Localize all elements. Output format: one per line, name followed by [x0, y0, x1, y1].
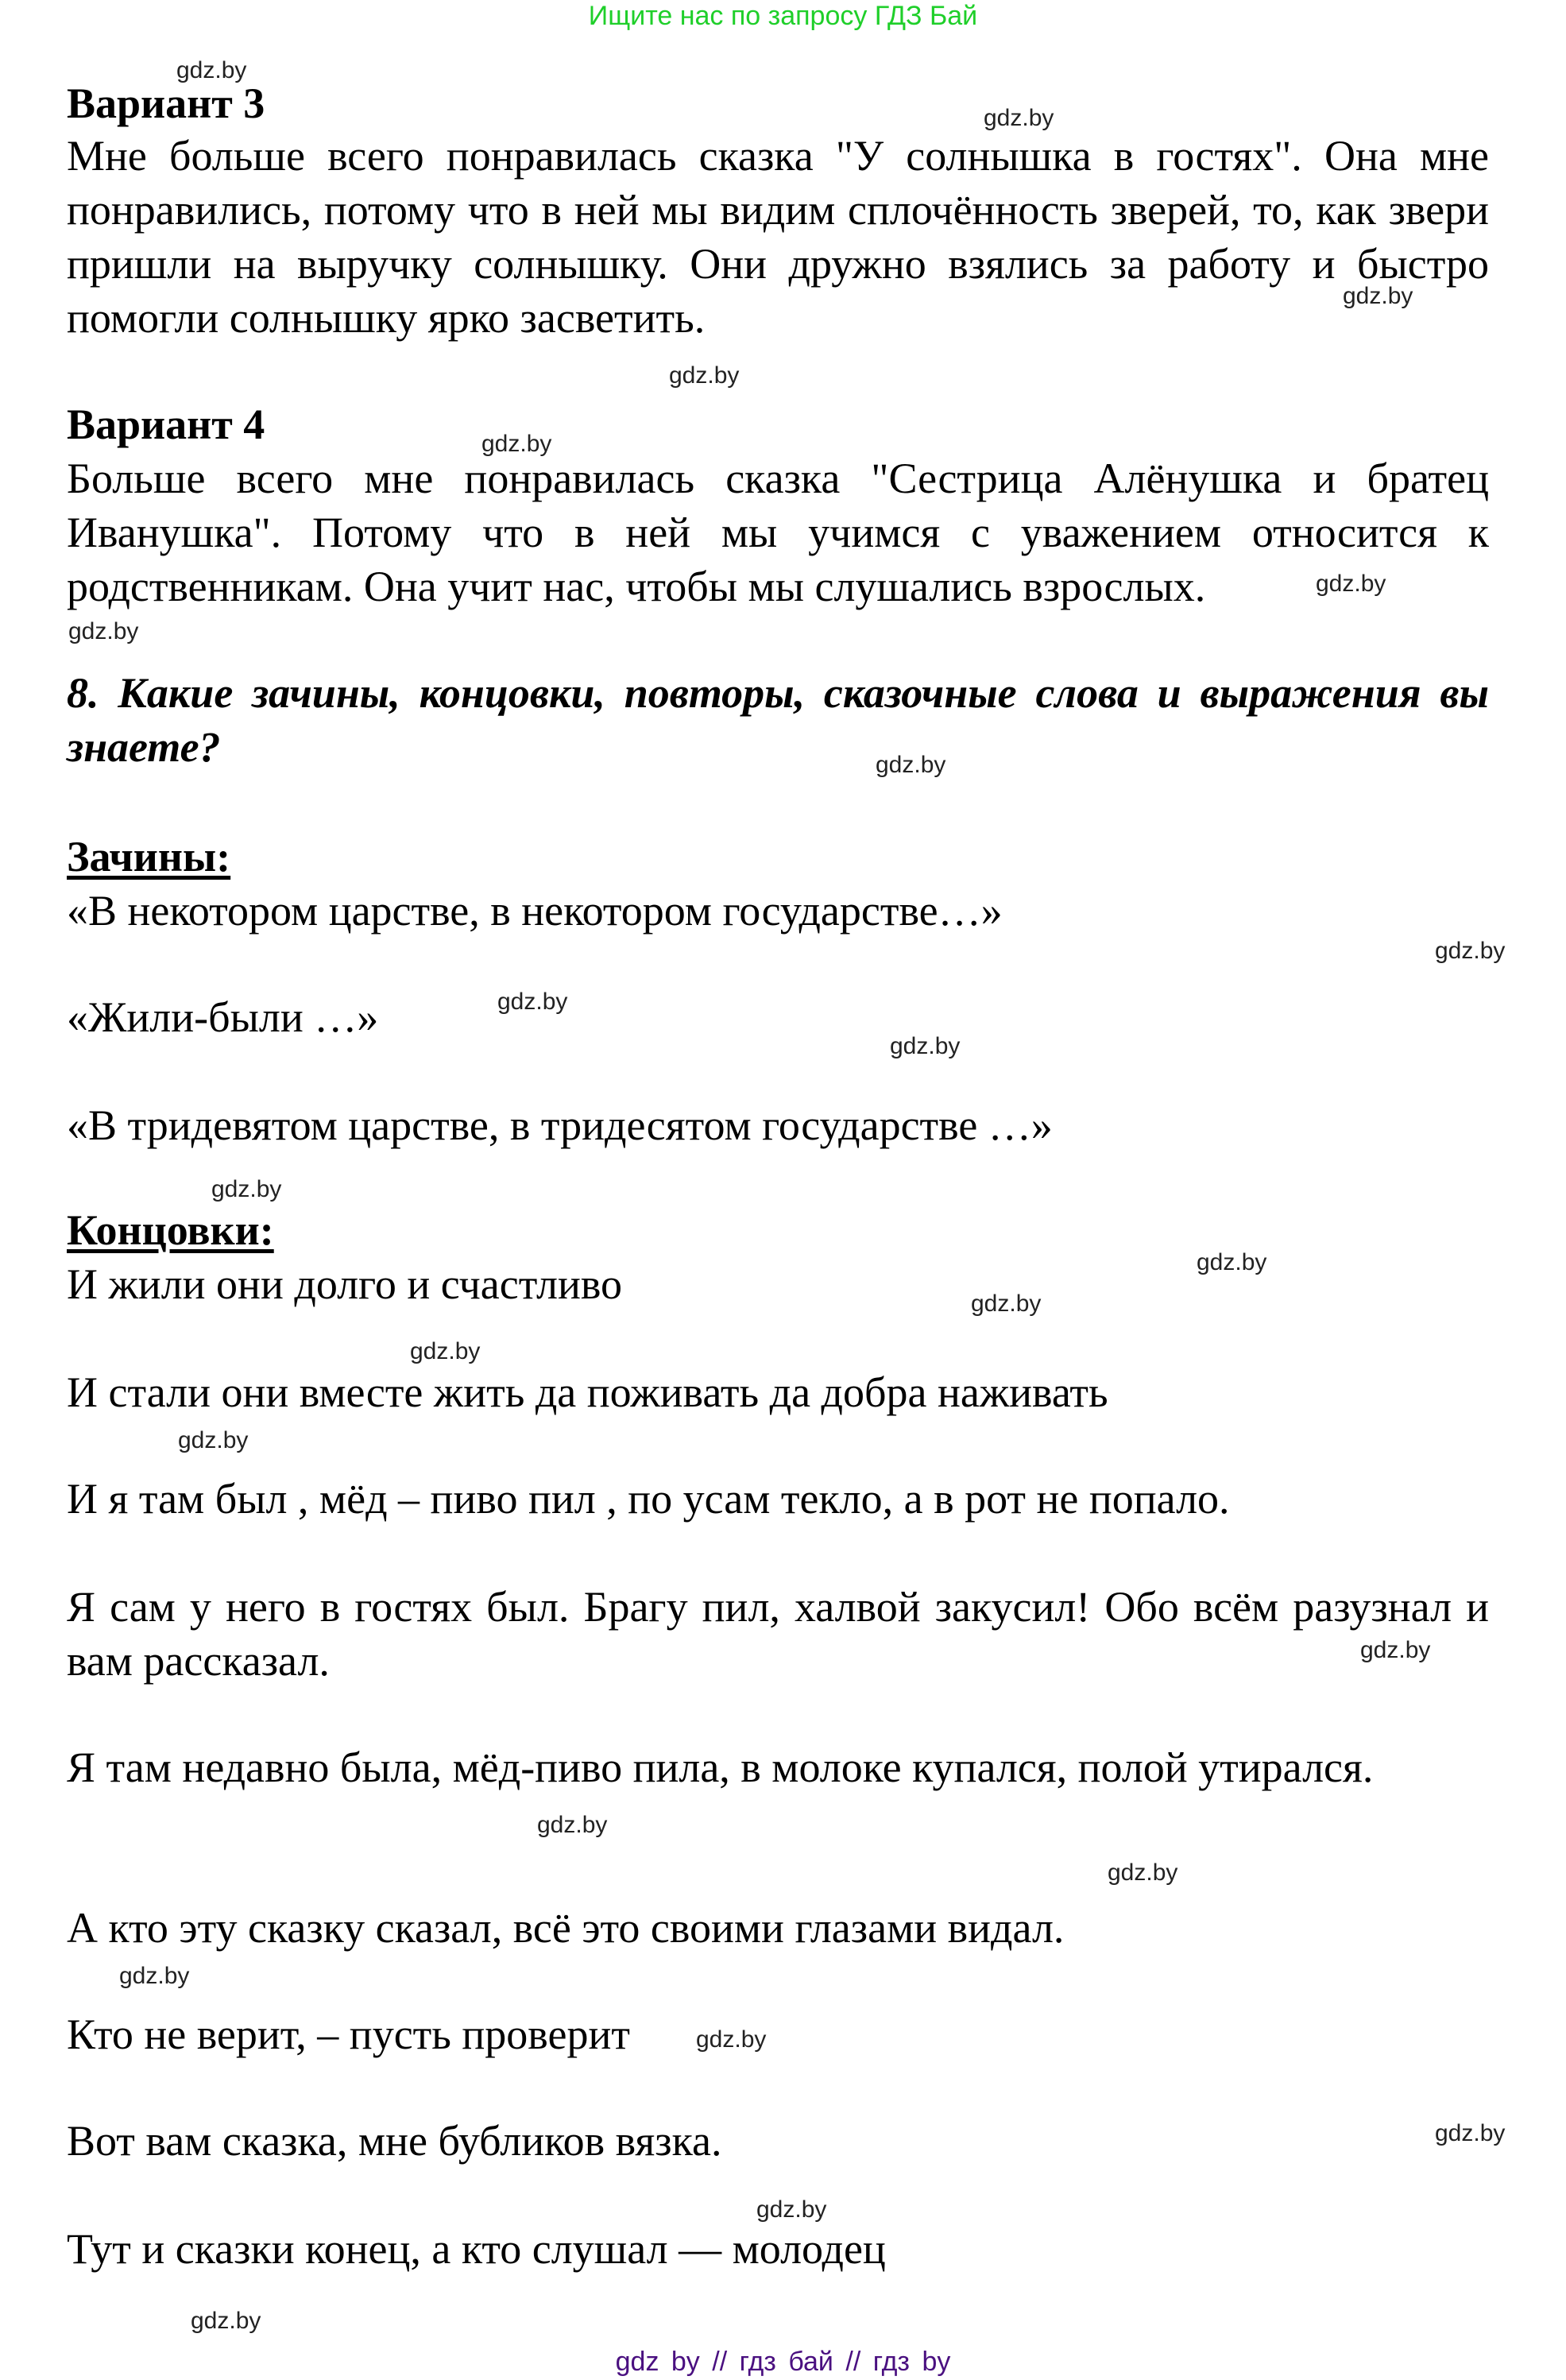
- question-8: 8. Какие зачины, концовки, повторы, сказочные слова и выражения вы знаете?: [67, 669, 1489, 771]
- watermark: gdz.by: [1197, 1249, 1267, 1275]
- ending-item: Кто не верит, – пусть проверит: [67, 2010, 630, 2058]
- watermark: gdz.by: [410, 1338, 481, 1364]
- promo-header: Ищите нас по запросу ГДЗ Бай: [588, 1, 978, 31]
- beginning-item: «Жили-были …»: [67, 993, 379, 1041]
- watermark: gdz.by: [1108, 1859, 1178, 1886]
- endings-heading: Концовки:: [67, 1206, 274, 1254]
- variant-3-text: Мне больше всего понравилась сказка "У солнышка в гостях". Она мне понравились, потому что в ней мы видим сплочённость зверей, то, как звери пришли на выручку солнышку. Они дружно взялись за работу и быстро помогли солнышку ярко засветить.: [67, 132, 1489, 342]
- ending-item: И стали они вместе жить да поживать да добра наживать: [67, 1368, 1108, 1416]
- watermark: gdz.by: [890, 1033, 961, 1059]
- watermark: gdz.by: [481, 431, 552, 457]
- watermark: gdz.by: [971, 1291, 1042, 1317]
- watermark: gdz.by: [1316, 571, 1386, 597]
- watermark: gdz.by: [876, 752, 946, 778]
- ending-item: И жили они долго и счастливо: [67, 1260, 622, 1308]
- watermark: gdz.by: [119, 1963, 190, 1989]
- variant-4-text: Больше всего мне понравилась сказка "Сестрица Алёнушка и братец Иванушка". Потому что в ней мы учимся с уважением относится к родственникам. Она учит нас, чтобы мы слушались взрослых.: [67, 455, 1489, 610]
- watermark: gdz.by: [1360, 1637, 1431, 1663]
- watermark: gdz.by: [1435, 2120, 1506, 2146]
- watermark: gdz.by: [1435, 938, 1506, 964]
- watermark: gdz.by: [984, 105, 1054, 131]
- watermark: gdz.by: [211, 1176, 282, 1202]
- watermark: gdz.by: [669, 362, 740, 389]
- beginnings-heading: Зачины:: [67, 833, 231, 880]
- variant-4-title: Вариант 4: [67, 401, 265, 448]
- watermark: gdz.by: [696, 2026, 767, 2053]
- watermark: gdz.by: [756, 2196, 827, 2223]
- watermark: gdz.by: [178, 1427, 249, 1453]
- watermark: gdz.by: [1343, 283, 1413, 309]
- watermark: gdz.by: [191, 2308, 261, 2334]
- ending-item: И я там был , мёд – пиво пил , по усам текло, а в рот не попало.: [67, 1475, 1230, 1523]
- watermark: gdz.by: [497, 989, 568, 1015]
- ending-item: А кто эту сказку сказал, всё это своими глазами видал.: [67, 1904, 1065, 1952]
- ending-item: Вот вам сказка, мне бубликов вязка.: [67, 2117, 722, 2165]
- variant-3-title: Вариант 3: [67, 79, 265, 127]
- watermark: gdz.by: [537, 1812, 608, 1838]
- beginning-item: «В тридевятом царстве, в тридесятом государстве …»: [67, 1101, 1053, 1149]
- site-footer: gdz by // гдз бай // гдз by: [615, 2347, 951, 2377]
- beginning-item: «В некотором царстве, в некотором государстве…»: [67, 887, 1003, 935]
- ending-item: Тут и сказки конец, а кто слушал — молодец: [67, 2225, 886, 2273]
- watermark: gdz.by: [68, 618, 139, 644]
- ending-item: Я там недавно была, мёд-пиво пила, в молоке купался, полой утирался.: [67, 1743, 1374, 1791]
- ending-item: Я сам у него в гостях был. Брагу пил, халвой закусил! Обо всём разузнал и вам рассказал.: [67, 1583, 1489, 1685]
- watermark: gdz.by: [176, 57, 247, 83]
